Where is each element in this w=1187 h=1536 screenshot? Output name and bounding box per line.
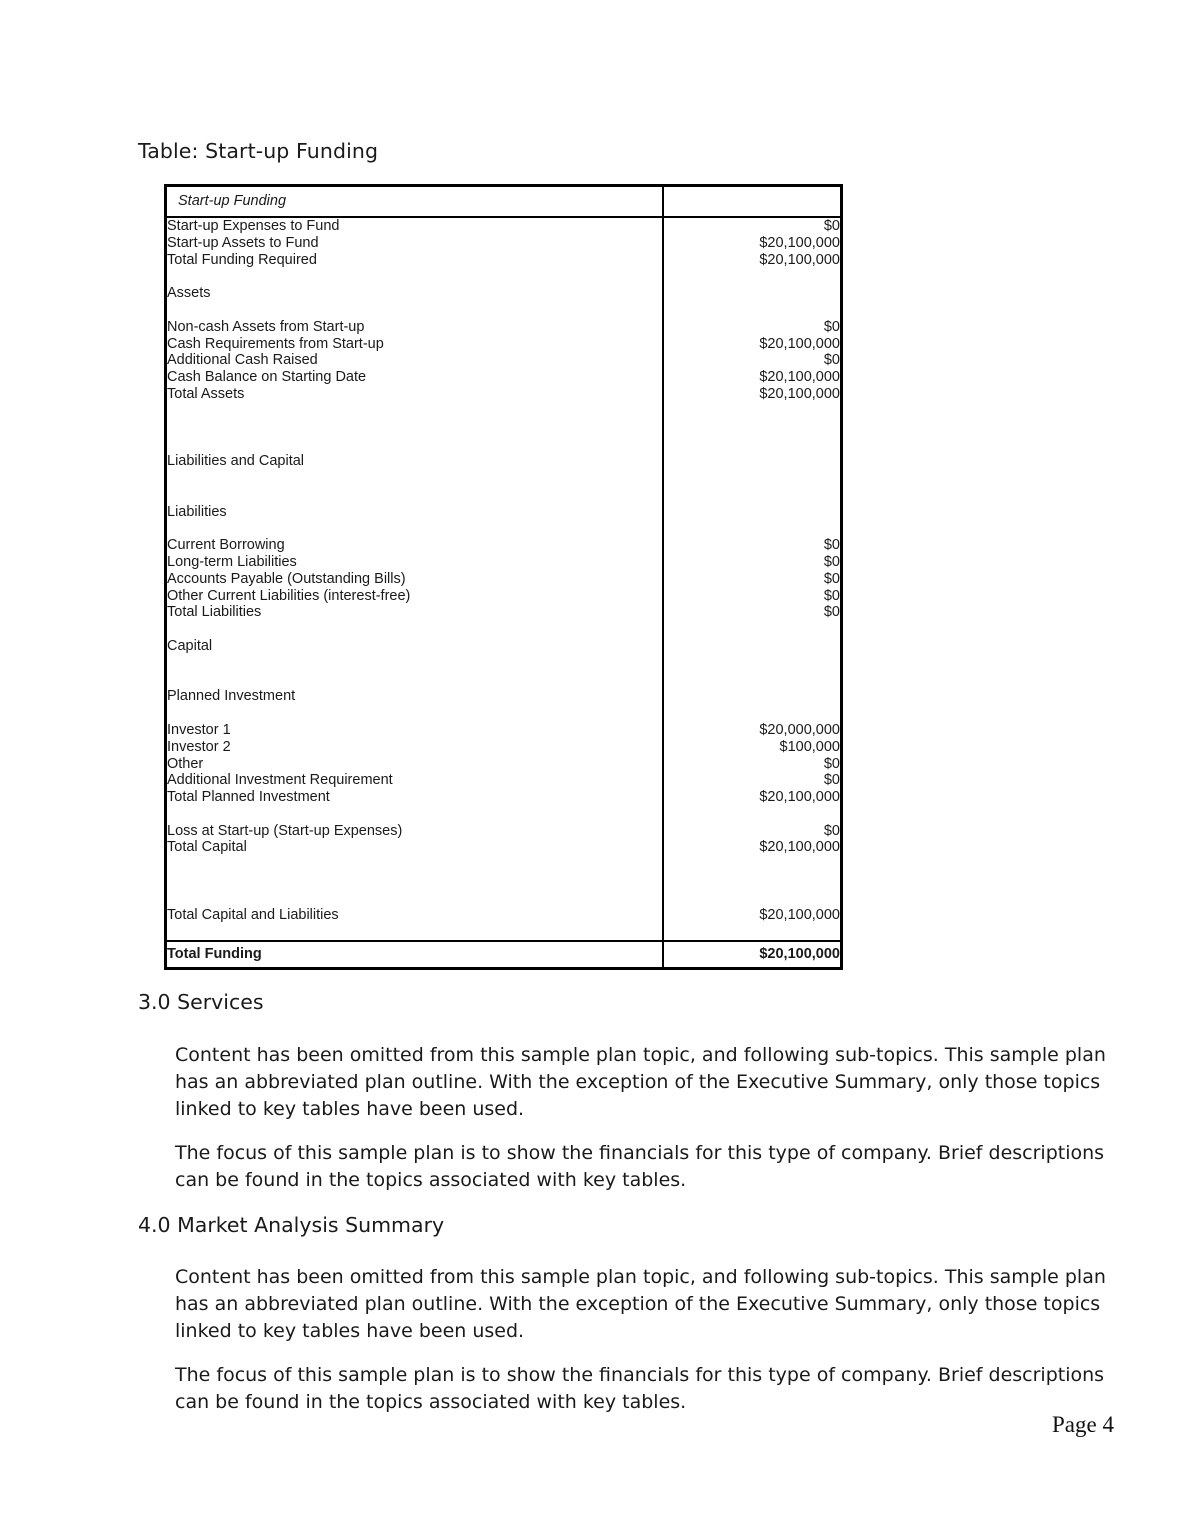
table-row-value xyxy=(663,856,840,873)
section-heading-market-analysis-summary: 4.0 Market Analysis Summary xyxy=(138,1213,445,1237)
table-row-value xyxy=(663,672,840,689)
table-row-value: $0 xyxy=(823,553,840,570)
table-row-label: Capital xyxy=(167,638,663,655)
table-spacer-row xyxy=(167,672,840,689)
section-market-analysis-paragraph-1: Content has been omitted from this sample plan topic, and following sub-topics. This sample plan has an abbreviated plan outline. With the exception of the Executive Summary, only those topics linked to key tables have been used. xyxy=(175,1266,1106,1342)
table-spacer-row xyxy=(167,890,840,907)
table-spacer-row xyxy=(167,470,840,487)
table-row-value: $20,000,000 xyxy=(759,721,840,738)
table-row-label: Loss at Start-up (Start-up Expenses) xyxy=(167,823,663,840)
table-row-label: Total Assets xyxy=(167,386,663,403)
table-spacer-row xyxy=(167,436,840,453)
table-row-label xyxy=(167,890,663,907)
section-market-analysis-paragraph-2: The focus of this sample plan is to show the financials for this type of company. Brief descriptions can be found in the topics associated with key tables. xyxy=(175,1364,1105,1413)
table-row-value: $20,100,000 xyxy=(759,234,840,251)
table-row-value: $20,100,000 xyxy=(759,369,840,386)
table-header-row xyxy=(167,187,840,217)
table-row-label: Long-term Liabilities xyxy=(167,554,663,571)
table-row-label: Start-up Expenses to Fund xyxy=(167,218,663,235)
table-spacer-row xyxy=(167,655,840,672)
table-row-label xyxy=(167,302,663,319)
table-total-row xyxy=(167,942,840,967)
table-row-label xyxy=(167,520,663,537)
table-row-value xyxy=(663,470,840,487)
table-row-label xyxy=(167,420,663,437)
page-number-footer: Page 4 xyxy=(1052,1412,1114,1437)
table-row-value xyxy=(663,638,840,655)
table-row-value: $0 xyxy=(823,352,840,369)
table-row xyxy=(167,789,840,806)
table-row-value: $0 xyxy=(823,587,840,604)
table-spacer-row xyxy=(167,487,840,504)
table-row xyxy=(167,588,840,605)
section-heading-services: 3.0 Services xyxy=(138,990,264,1014)
table-caption: Table: Start-up Funding xyxy=(138,139,379,163)
table-row xyxy=(167,319,840,336)
table-row-label: Other Current Liabilities (interest-free) xyxy=(167,588,663,605)
table-row-label: Other xyxy=(167,756,663,773)
table-row-value xyxy=(663,873,840,890)
table-row-value xyxy=(663,520,840,537)
table-row-label: Additional Cash Raised xyxy=(167,352,663,369)
table-row xyxy=(167,554,840,571)
table-row-label xyxy=(167,436,663,453)
table-spacer-row xyxy=(167,806,840,823)
table-row xyxy=(167,638,840,655)
table-row-value xyxy=(663,688,840,705)
section-services-paragraph-1: Content has been omitted from this sample plan topic, and following sub-topics. This sample plan has an abbreviated plan outline. With the exception of the Executive Summary, only those topics linked to key tables have been used. xyxy=(175,1044,1106,1120)
table-row-value xyxy=(663,403,840,420)
table-row-label: Liabilities xyxy=(167,504,663,521)
table-row-value: $0 xyxy=(823,318,840,335)
table-spacer-row xyxy=(167,621,840,638)
table-row-value: $0 xyxy=(823,822,840,839)
table-spacer-row xyxy=(167,268,840,285)
table-row-label xyxy=(167,856,663,873)
table-row-label: Accounts Payable (Outstanding Bills) xyxy=(167,571,663,588)
table-header-value xyxy=(663,187,840,217)
table-spacer-row xyxy=(167,420,840,437)
table-row xyxy=(167,604,840,621)
table-row-value xyxy=(663,268,840,285)
table-row xyxy=(167,252,840,269)
table-spacer-row xyxy=(167,520,840,537)
table-spacer-row xyxy=(167,403,840,420)
table-row-label: Total Planned Investment xyxy=(167,789,663,806)
table-row-label xyxy=(167,923,663,941)
table-row-label: Investor 2 xyxy=(167,739,663,756)
table-row xyxy=(167,571,840,588)
table-row-label: Planned Investment xyxy=(167,688,663,705)
table-row xyxy=(167,907,840,924)
table-row-value xyxy=(663,890,840,907)
table-row-value xyxy=(663,806,840,823)
table-row-value: $100,000 xyxy=(779,738,840,755)
table-row-value xyxy=(663,453,840,470)
table-spacer-row xyxy=(167,873,840,890)
table-row-label: Assets xyxy=(167,285,663,302)
table-row-value: $20,100,000 xyxy=(759,839,840,856)
table-row-value xyxy=(663,487,840,504)
table-row-value: $0 xyxy=(823,218,840,234)
table-row-label: Non-cash Assets from Start-up xyxy=(167,319,663,336)
table-row-value xyxy=(663,923,840,941)
table-row xyxy=(167,823,840,840)
table-spacer-row xyxy=(167,923,840,941)
table-row xyxy=(167,453,840,470)
table-row xyxy=(167,369,840,386)
table-row xyxy=(167,235,840,252)
table-row-label xyxy=(167,806,663,823)
table-row-value xyxy=(663,436,840,453)
table-row xyxy=(167,336,840,353)
table-row-label: Total Capital and Liabilities xyxy=(167,907,663,924)
table-row xyxy=(167,352,840,369)
table-row xyxy=(167,839,840,856)
section-services-paragraph-2: The focus of this sample plan is to show the financials for this type of company. Brief descriptions can be found in the topics associated with key tables. xyxy=(175,1142,1105,1191)
table-row-label xyxy=(167,403,663,420)
table-row xyxy=(167,739,840,756)
table-row-label: Total Liabilities xyxy=(167,604,663,621)
table-row-label: Cash Balance on Starting Date xyxy=(167,369,663,386)
table-row-value: $0 xyxy=(823,570,840,587)
table-spacer-row xyxy=(167,856,840,873)
table-row-value: $0 xyxy=(823,772,840,789)
table-row-value: $0 xyxy=(823,755,840,772)
table-row-label: Start-up Assets to Fund xyxy=(167,235,663,252)
table-spacer-row xyxy=(167,705,840,722)
table-row xyxy=(167,688,840,705)
table-row xyxy=(167,218,840,235)
table-row-value xyxy=(663,285,840,302)
table-row xyxy=(167,756,840,773)
table-row xyxy=(167,386,840,403)
table-row xyxy=(167,504,840,521)
table-row-label: Total Funding Required xyxy=(167,252,663,269)
table-row-value xyxy=(663,504,840,521)
table-row-value xyxy=(663,621,840,638)
table-row-label xyxy=(167,705,663,722)
table-row-value: $20,100,000 xyxy=(759,789,840,806)
table-row-label: Investor 1 xyxy=(167,722,663,739)
table-row-value xyxy=(663,420,840,437)
table-row-label xyxy=(167,268,663,285)
table-row-label: Current Borrowing xyxy=(167,537,663,554)
table-row-label xyxy=(167,470,663,487)
table-row-value: $20,100,000 xyxy=(759,335,840,352)
table-row xyxy=(167,772,840,789)
table-row xyxy=(167,722,840,739)
table-row-value: $20,100,000 xyxy=(759,906,840,923)
table-row-value: $20,100,000 xyxy=(759,251,840,268)
table-row-label xyxy=(167,873,663,890)
table-row-label: Cash Requirements from Start-up xyxy=(167,336,663,353)
table-row-label: Additional Investment Requirement xyxy=(167,772,663,789)
table-total-label: Total Funding xyxy=(167,942,663,967)
table-row xyxy=(167,285,840,302)
table-row-label xyxy=(167,621,663,638)
table-row-value: $0 xyxy=(823,604,840,621)
table-row xyxy=(167,537,840,554)
table-row-label xyxy=(167,672,663,689)
table-row-label: Total Capital xyxy=(167,839,663,856)
table-row-label: Liabilities and Capital xyxy=(167,453,663,470)
table-row-value xyxy=(663,705,840,722)
table-header-label: Start-up Funding xyxy=(167,187,663,217)
table-row-value: $0 xyxy=(823,537,840,554)
table-row-value: $20,100,000 xyxy=(759,385,840,402)
table-spacer-row xyxy=(167,302,840,319)
table-total-value: $20,100,000 xyxy=(759,946,840,963)
table-row-label xyxy=(167,655,663,672)
table-row-value xyxy=(663,302,840,319)
start-up-funding-table xyxy=(164,184,843,970)
table-row-label xyxy=(167,487,663,504)
table-row-value xyxy=(663,655,840,672)
